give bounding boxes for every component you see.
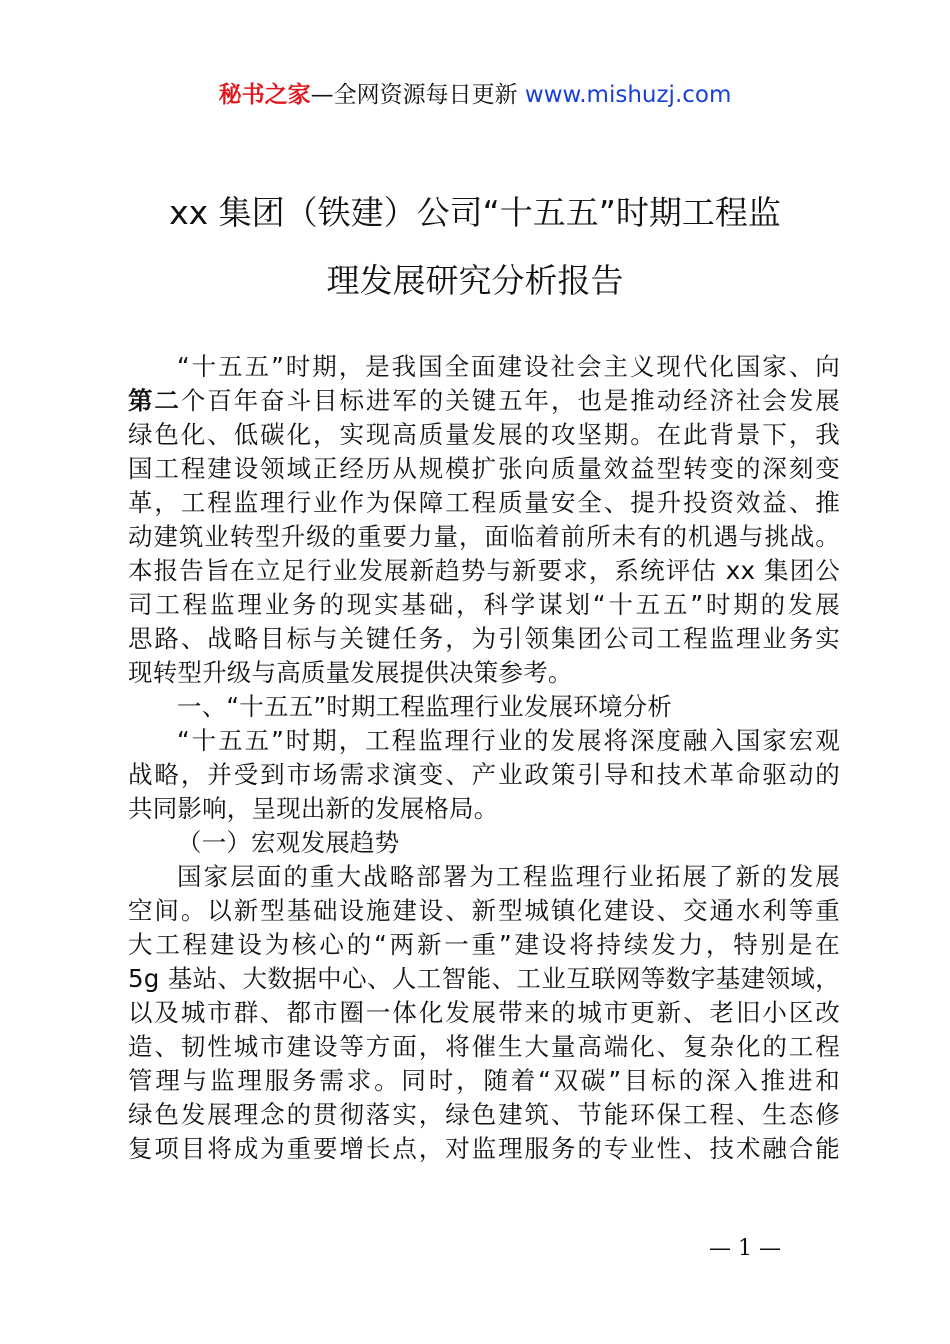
body-line: “十五五”时期，工程监理行业的发展将深度融入国家宏观 (177, 726, 840, 755)
subsection-heading: （一）宏观发展趋势 (177, 828, 400, 857)
body-line: 本报告旨在立足行业发展新趋势与新要求，系统评估 xx 集团公 (128, 556, 840, 585)
page-number: — 1 — (709, 1236, 781, 1261)
body-line (128, 384, 840, 418)
site-url-link[interactable]: www.mishuzj.com (524, 82, 732, 108)
body-line: 造、韧性城市建设等方面，将催生大量高端化、复杂化的工程 (128, 1032, 840, 1061)
body-line: 共同影响，呈现出新的发展格局。 (128, 794, 499, 823)
section-heading: 一、“十五五”时期工程监理行业发展环境分析 (177, 692, 673, 721)
brand-name: 秘书之家 (218, 82, 311, 108)
body-line: 绿色发展理念的贯彻落实，绿色建筑、节能环保工程、生态修 (128, 1100, 840, 1129)
body-line: 以及城市群、都市圈一体化发展带来的城市更新、老旧小区改 (128, 998, 840, 1027)
body-line: 5g 基站、大数据中心、人工智能、工业互联网等数字基建领域， (128, 964, 840, 993)
body-line: 动建筑业转型升级的重要力量，面临着前所未有的机遇与挑战。 (128, 522, 840, 551)
bold-text: 第二 (128, 386, 181, 415)
banner-tagline: —全网资源每日更新 (310, 82, 518, 108)
body-line: 现转型升级与高质量发展提供决策参考。 (128, 658, 573, 687)
body-line: 空间。以新型基础设施建设、新型城镇化建设、交通水利等重 (128, 896, 840, 925)
body-line: 国工程建设领域正经历从规模扩张向质量效益型转变的深刻变 (128, 454, 840, 483)
document-title-line-1: xx 集团（铁建）公司“十五五”时期工程监 (169, 193, 781, 232)
body-line: 绿色化、低碳化，实现高质量发展的攻坚期。在此背景下，我 (128, 420, 840, 449)
body-text: 个百年奋斗目标进军的关键五年，也是推动经济社会发展 (180, 386, 840, 415)
body-line: 复项目将成为重要增长点，对监理服务的专业性、技术融合能 (128, 1134, 840, 1163)
body-line: 思路、战略目标与关键任务，为引领集团公司工程监理业务实 (128, 624, 840, 653)
body-line: 大工程建设为核心的“两新一重”建设将持续发力，特别是在 (128, 930, 840, 959)
document-title-line-2: 理发展研究分析报告 (326, 261, 624, 300)
body-line: 司工程监理业务的现实基础，科学谋划“十五五”时期的发展 (128, 590, 840, 619)
body-line: 革，工程监理行业作为保障工程质量安全、提升投资效益、推 (128, 488, 840, 517)
body-line: “十五五”时期，是我国全面建设社会主义现代化国家、向 (177, 352, 840, 381)
body-line: 国家层面的重大战略部署为工程监理行业拓展了新的发展 (177, 862, 840, 891)
body-line: 战略，并受到市场需求演变、产业政策引导和技术革命驱动的 (128, 760, 840, 789)
site-banner (0, 78, 950, 112)
body-line: 管理与监理服务需求。同时，随着“双碳”目标的深入推进和 (128, 1066, 840, 1095)
